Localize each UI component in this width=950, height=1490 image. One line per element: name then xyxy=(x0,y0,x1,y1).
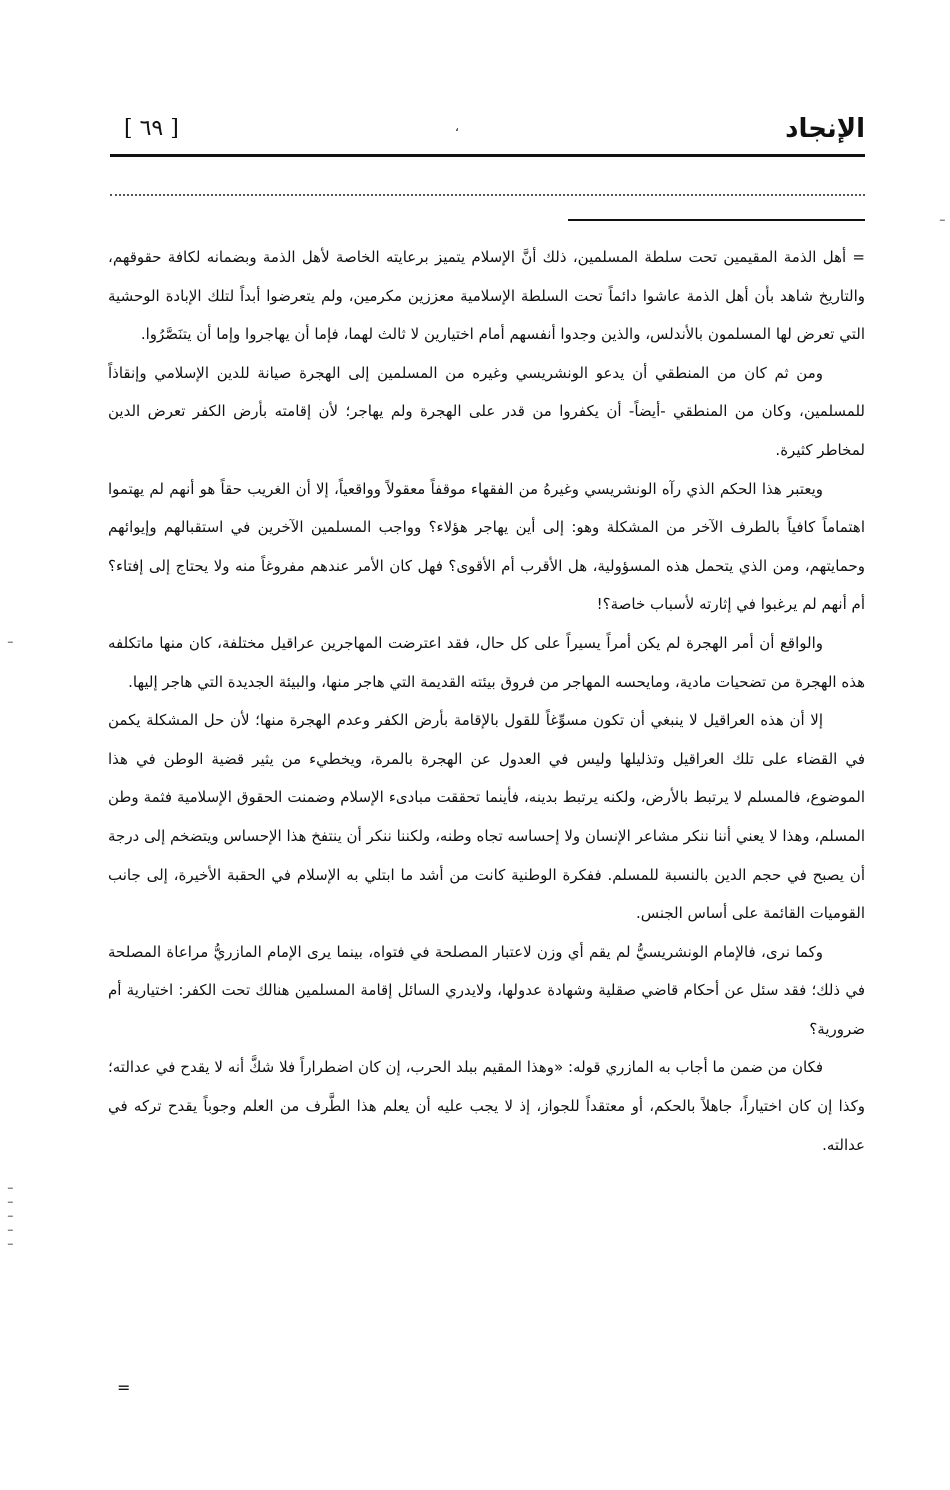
margin-mark-top-right: ـ xyxy=(940,206,945,225)
margin-mark-left-1: ـ xyxy=(8,628,13,647)
page-number: [ ٦٩ ] xyxy=(124,116,179,141)
margin-mark-left-4: ـ xyxy=(8,1202,13,1221)
header-rule xyxy=(110,154,865,157)
page-header xyxy=(110,112,865,152)
margin-mark-left-6: ـ xyxy=(8,1230,13,1249)
continuation-mark: = xyxy=(117,1378,131,1397)
paragraph-4: والواقع أن أمر الهجرة لم يكن أمراً يسيراً على كل حال، فقد اعترضت المهاجرين عراقيل مختلفة، كان منها ماتكلفه هذه الهجرة من تضحيات مادية، ومايحسه المهاجر من فروق بيئته القديمة التي هاجر منها، والبيئة الجديدة التي هاجر إليها. xyxy=(108,633,865,691)
paragraph-3: ويعتبر هذا الحكم الذي رآه الونشريسي وغيرهُ من الفقهاء موقفاً معقولاً وواقعياً، إلا أن الغريب حقاً هو أنهم لم يهتموا اهتماماً كافياً بالطرف الآخر من المشكلة وهو: إلى أين يهاجر هؤلاء؟ وواجب المسلمين الآخرين في استقبالهم وإيوائهم وحمايتهم، ومن الذي يتحمل هذه المسؤولية، هل الأقرب أم الأقوى؟ فهل كان الأمر عندهم مفروغاً منه ولا يحتاج إلى إفتاء؟ أم أنهم لم يرغبوا في إثارته لأسباب خاصة؟! xyxy=(108,479,865,614)
header-center-mark: ، xyxy=(455,120,459,134)
margin-mark-left-3: ـ xyxy=(8,1188,13,1207)
paragraph-6: وكما نرى، فالإمام الونشريسيُّ لم يقم أي وزن لاعتبار المصلحة في فتواه، بينما يرى الإمام المازريُّ مراعاة المصلحة في ذلك؛ فقد سئل عن أحكام قاضي صقلية وشهادة عدولها، ولايدري السائل إقامة المسلمين هنالك تحت الكفر: اختيارية أم ضرورية؟ xyxy=(108,942,865,1038)
margin-mark-left-5: ـ xyxy=(8,1216,13,1235)
main-text-body xyxy=(108,238,865,1164)
book-title: الإنجاد xyxy=(785,114,865,144)
paragraph-1: = أهل الذمة المقيمين تحت سلطة المسلمين، ذلك أنَّ الإسلام يتميز برعايته الخاصة لأهل الذمة وبضمانه لكافة حقوقهم، والتاريخ شاهد بأن أهل الذمة عاشوا دائماً تحت السلطة الإسلامية معززين مكرمين، ولم يتعرضوا أبداً لتلك الإبادة الوحشية التي تعرض لها المسلمون بالأندلس، والذين وجدوا أنفسهم أمام اختيارين لا ثالث لهما، فإما أن يهاجروا وإما أن يتنَصَّرُوا. xyxy=(108,248,865,344)
dotted-separator xyxy=(110,194,865,196)
margin-mark-left-2: ـ xyxy=(8,1174,13,1193)
paragraph-5: إلا أن هذه العراقيل لا ينبغي أن تكون مسوِّغاً للقول بالإقامة بأرض الكفر وعدم الهجرة منها؛ لأن حل المشكلة يكمن في القضاء على تلك العراقيل وتذليلها وليس في العدول عن الهجرة بالمرة، ويخطيء من يثير قضية الوطن في هذا الموضوع، فالمسلم لا يرتبط بالأرض، ولكنه يرتبط بدينه، فأينما تحققت مبادىء الإسلام وضمنت الحقوق الإسلامية فثمة وطن المسلم، وهذا لا يعني أننا ننكر مشاعر الإنسان ولا إحساسه تجاه وطنه، ولكننا ننكر أن ينتفخ هذا الإحساس ويتضخم إلى درجة أن يصبح في حجم الدين بالنسبة للمسلم. ففكرة الوطنية كانت من أشد ما ابتلي به الإسلام في الحقبة الأخيرة، إلى جانب القوميات القائمة على أساس الجنس. xyxy=(108,711,865,923)
paragraph-2: ومن ثم كان من المنطقي أن يدعو الونشريسي وغيره من المسلمين إلى الهجرة صيانة للدين الإسلامي وإنقاذاً للمسلمين، وكان من المنطقي -أيضاً- أن يكفروا من قدر على الهجرة ولم يهاجر؛ لأن إقامته بأرض الكفر تعرض الدين لمخاطر كثيرة. xyxy=(108,363,865,459)
footnote-separator xyxy=(568,219,865,221)
paragraph-7: فكان من ضمن ما أجاب به المازري قوله: «وهذا المقيم ببلد الحرب، إن كان اضطراراً فلا شكَّ أنه لا يقدح في عدالته؛ وكذا إن كان اختياراً، جاهلاً بالحكم، أو معتقداً للجواز، إذ لا يجب عليه أن يعلم هذا الطَّرف من العلم وجوباً يقدح تركه في عدالته. xyxy=(108,1058,865,1154)
